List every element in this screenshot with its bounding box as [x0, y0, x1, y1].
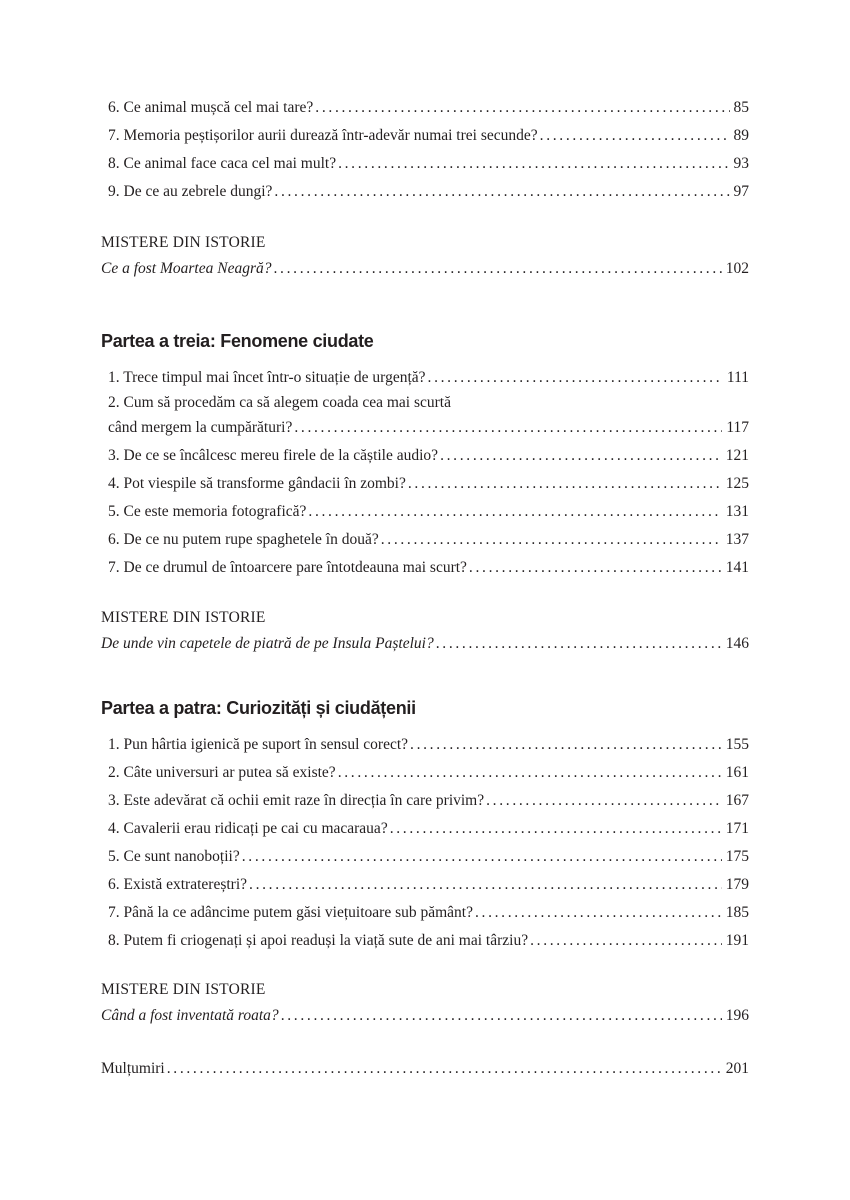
toc-entry[interactable]: [101, 759, 749, 787]
entry-label: 1. Pun hârtia igienică pe suport în sensul corect?: [108, 736, 409, 753]
entry-label: 1. Trece timpul mai încet într-o situație de urgență?: [108, 369, 426, 386]
page-number: 97: [733, 183, 749, 200]
toc-entry[interactable]: [101, 631, 749, 657]
toc-entry[interactable]: [101, 442, 749, 470]
dot-leader: [475, 899, 722, 927]
toc-entry[interactable]: [101, 731, 749, 759]
entry-label: 7. Memoria peștișorilor aurii durează într-adevăr numai trei secunde?: [108, 127, 538, 144]
toc-part4: [101, 693, 749, 955]
dot-leader: [249, 871, 722, 899]
spacer: [101, 356, 749, 364]
part-title: Partea a patra: Curiozități și ciudățenii: [101, 698, 416, 718]
spacer: [101, 723, 749, 731]
dot-leader: [294, 414, 722, 442]
entry-label: Când a fost inventată roata?: [101, 1007, 279, 1024]
page-number: 89: [733, 127, 749, 144]
entry-label: 4. Cavalerii erau ridicați pe cai cu macaraua?: [108, 820, 388, 837]
toc-part2-end: [101, 94, 749, 206]
entry-label: 7. Până la ce adâncime putem găsi viețuitoare sub pământ?: [108, 904, 473, 921]
entry-label: Mulțumiri: [101, 1060, 165, 1077]
dot-leader: [436, 631, 722, 657]
dot-leader: [338, 150, 729, 178]
entry-label: 6. Există extratereștri?: [108, 876, 248, 893]
page-number: 85: [733, 99, 749, 116]
page-number: 175: [725, 848, 749, 865]
dot-leader: [338, 759, 722, 787]
toc-entry[interactable]: [101, 122, 749, 150]
entry-label: 2. Cum să procedăm ca să alegem coada cea mai scurtă: [108, 394, 451, 411]
entry-label: Ce a fost Moartea Neagră?: [101, 260, 272, 277]
dot-leader: [410, 731, 722, 759]
page-number: 146: [725, 635, 749, 652]
toc-entry[interactable]: [101, 364, 749, 392]
dot-leader: [167, 1055, 722, 1083]
toc-entry[interactable]: [101, 470, 749, 498]
page-number: 131: [725, 503, 749, 520]
entry-label: 4. Pot viespile să transforme gândacii în zombi?: [108, 475, 406, 492]
entry-label: 2. Câte universuri ar putea să existe?: [108, 764, 336, 781]
toc-entry[interactable]: [101, 843, 749, 871]
dot-leader: [315, 94, 729, 122]
page-number: 121: [725, 447, 749, 464]
toc-entry[interactable]: [101, 1055, 749, 1083]
dot-leader: [274, 178, 729, 206]
page-number: 179: [725, 876, 749, 893]
page-number: 171: [725, 820, 749, 837]
toc-entry[interactable]: [101, 256, 749, 282]
entry-label: 6. Ce animal mușcă cel mai tare?: [108, 99, 314, 116]
dot-leader: [274, 256, 722, 282]
toc-mystery-3: [101, 977, 749, 1029]
page-number: 137: [725, 531, 749, 548]
toc-entry[interactable]: [101, 927, 749, 955]
entry-label: 7. De ce drumul de întoarcere pare întotdeauna mai scurt?: [108, 559, 467, 576]
toc-acknowledgements: [101, 1055, 749, 1083]
toc-entry[interactable]: [101, 94, 749, 122]
page-number: 117: [726, 419, 749, 436]
page-number: 93: [733, 155, 749, 172]
dot-leader: [281, 1003, 722, 1029]
entry-label: 5. Ce este memoria fotografică?: [108, 503, 307, 520]
toc-entry[interactable]: [101, 871, 749, 899]
entry-label: 3. De ce se încâlcesc mereu firele de la căștile audio?: [108, 447, 439, 464]
dot-leader: [540, 122, 730, 150]
dot-leader: [308, 498, 721, 526]
dot-leader: [486, 787, 722, 815]
dot-leader: [469, 554, 722, 582]
page-number: 141: [725, 559, 749, 576]
mystery-heading: MISTERE DIN ISTORIE: [101, 609, 266, 626]
toc-entry[interactable]: [101, 526, 749, 554]
toc-entry[interactable]: [101, 815, 749, 843]
page-number: 185: [725, 904, 749, 921]
toc-entry-line[interactable]: [101, 392, 749, 414]
part-title: Partea a treia: Fenomene ciudate: [101, 331, 374, 351]
dot-leader: [242, 843, 722, 871]
page-number: 125: [725, 475, 749, 492]
toc-entry[interactable]: [101, 787, 749, 815]
dot-leader: [428, 364, 723, 392]
entry-label: 5. Ce sunt nanoboții?: [108, 848, 240, 865]
toc-entry[interactable]: [101, 414, 749, 442]
toc-entry[interactable]: [101, 554, 749, 582]
page-number: 102: [725, 260, 749, 277]
page-number: 161: [725, 764, 749, 781]
toc-entry[interactable]: [101, 150, 749, 178]
entry-label: 8. Ce animal face caca cel mai mult?: [108, 155, 337, 172]
entry-label: De unde vin capetele de piatră de pe Insula Paștelui?: [101, 635, 434, 652]
entry-label-continued: când mergem la cumpărături?: [108, 419, 293, 436]
toc-entry[interactable]: [101, 178, 749, 206]
toc-entry[interactable]: [101, 1003, 749, 1029]
entry-label: 6. De ce nu putem rupe spaghetele în două?: [108, 531, 379, 548]
page-number: 201: [725, 1060, 749, 1077]
dot-leader: [390, 815, 722, 843]
page-number: 196: [725, 1007, 749, 1024]
dot-leader: [440, 442, 722, 470]
toc-entry[interactable]: [101, 498, 749, 526]
toc-entry[interactable]: [101, 899, 749, 927]
dot-leader: [408, 470, 722, 498]
entry-label: 3. Este adevărat că ochii emit raze în direcția în care privim?: [108, 792, 485, 809]
dot-leader: [530, 927, 722, 955]
mystery-heading: MISTERE DIN ISTORIE: [101, 234, 266, 251]
toc-mystery-1: [101, 230, 749, 282]
dot-leader: [381, 526, 722, 554]
toc-mystery-2: [101, 605, 749, 657]
entry-label: 8. Putem fi criogenați și apoi readuși la viață sute de ani mai târziu?: [108, 932, 529, 949]
page-number: 111: [726, 369, 749, 386]
page-number: 155: [725, 736, 749, 753]
page-number: 191: [725, 932, 749, 949]
mystery-heading: MISTERE DIN ISTORIE: [101, 981, 266, 998]
page-number: 167: [725, 792, 749, 809]
entry-label: 9. De ce au zebrele dungi?: [108, 183, 273, 200]
toc-part3: [101, 326, 749, 582]
